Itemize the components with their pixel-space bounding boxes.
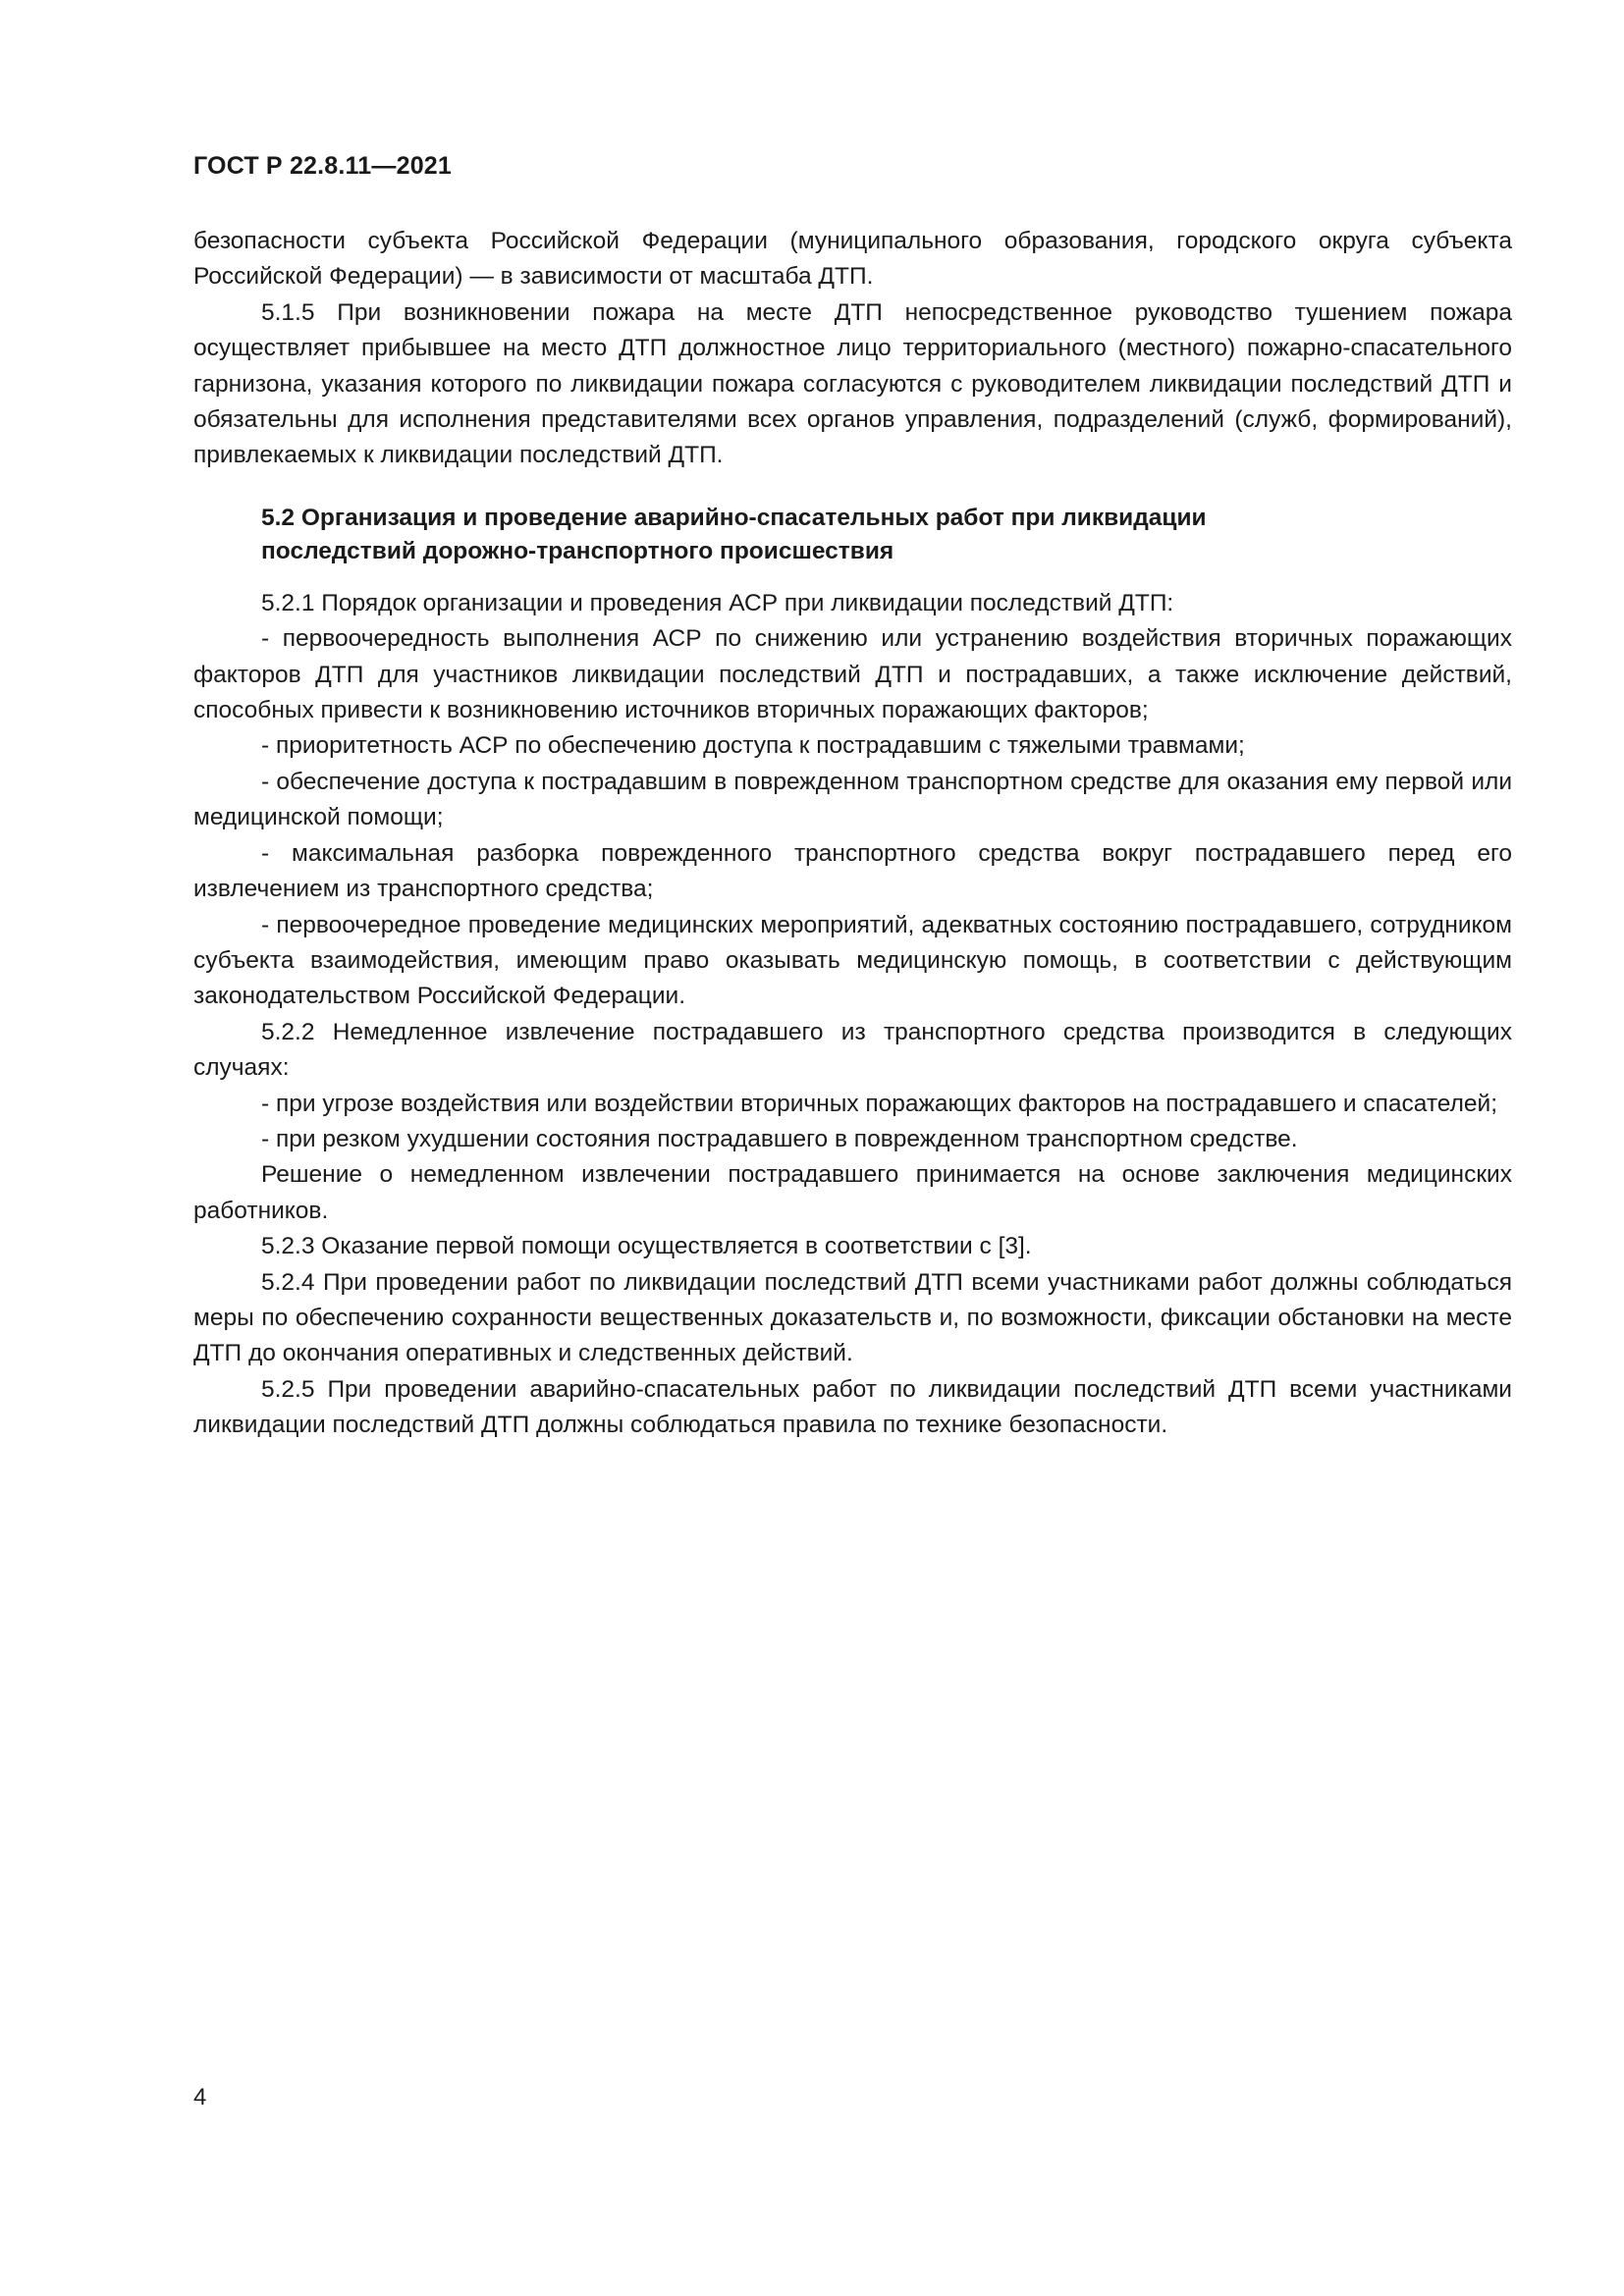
list-item-vehicle-disassembly: - максимальная разборка поврежденного транспортного средства вокруг пострадавшего перед его извлечением из транспортного средства; — [193, 839, 1512, 903]
paragraph-extraction-decision: Решение о немедленном извлечении пострадавшего принимается на основе заключения медицинских работников. — [193, 1161, 1512, 1224]
list-item-condition-deterioration: - при резком ухудшении состояния пострадавшего в поврежденном транспортном средстве. — [261, 1125, 1298, 1152]
paragraph-continuation: безопасности субъекта Российской Федерации (муниципального образования, городского округа субъекта Российской Федерации) — в зависимости от масштаба ДТП. — [193, 228, 1512, 291]
list-item-priority-secondary-factors: - первоочередность выполнения АСР по снижению или устранению воздействия вторичных поражающих факторов ДТП для участников ликвидации последствий ДТП и пострадавших, а также исключение действий, способных привести к возникновению источников вторичных поражающих факторов; — [193, 625, 1512, 724]
list-item-priority-access: - приоритетность АСР по обеспечению доступа к пострадавшим с тяжелыми травмами; — [261, 732, 1245, 760]
paragraph-5-1-5: 5.1.5 При возникновении пожара на месте ДТП непосредственное руководство тушением пожара осуществляет прибывшее на место ДТП должностное лицо территориального (местного) пожарно-спасательного гарнизона, указания которого по ликвидации пожара согласуются с руководителем ликвидации последствий ДТП и обязательны для исполнения представителями всех органов управления, подразделений (служб, формирований), привлекаемых к ликвидации последствий ДТП. — [193, 298, 1512, 469]
document-code-header: ГОСТ Р 22.8.11—2021 — [193, 152, 453, 180]
paragraph-5-2-1: 5.2.1 Порядок организации и проведения АСР при ликвидации последствий ДТП: — [261, 589, 1174, 616]
paragraph-5-2-4: 5.2.4 При проведении работ по ликвидации последствий ДТП всеми участниками работ должны соблюдаться меры по обеспечению сохранности вещественных доказательств и, по возможности, фиксации обстановки на месте ДТП до окончания оперативных и следственных действий. — [193, 1268, 1512, 1367]
page-number: 4 — [193, 2084, 207, 2110]
list-item-threat-secondary-factors: - при угрозе воздействия или воздействии вторичных поражающих факторов на пострадавшего и спасателей; — [261, 1090, 1498, 1117]
paragraph-5-2-3: 5.2.3 Оказание первой помощи осуществляется в соответствии с [3]. — [261, 1233, 1032, 1260]
paragraph-5-2-2: 5.2.2 Немедленное извлечение пострадавшего из транспортного средства производится в следующих случаях: — [193, 1018, 1512, 1082]
document-body — [193, 224, 1512, 1444]
list-item-medical-measures: - первоочередное проведение медицинских мероприятий, адекватных состоянию пострадавшего, сотрудником субъекта взаимодействия, имеющим право оказывать медицинскую помощь, в соответствии с действующим законодательством Российской Федерации. — [193, 911, 1512, 1010]
list-item-access-victims: - обеспечение доступа к пострадавшим в поврежденном транспортном средстве для оказания ему первой или медицинской помощи; — [193, 768, 1512, 831]
section-heading-5-2: 5.2 Организация и проведение аварийно-спасательных работ при ликвидации последствий дорожно-транспортного происшествия — [261, 504, 1207, 564]
paragraph-5-2-5: 5.2.5 При проведении аварийно-спасательных работ по ликвидации последствий ДТП всеми участниками ликвидации последствий ДТП должны соблюдаться правила по технике безопасности. — [193, 1375, 1512, 1439]
